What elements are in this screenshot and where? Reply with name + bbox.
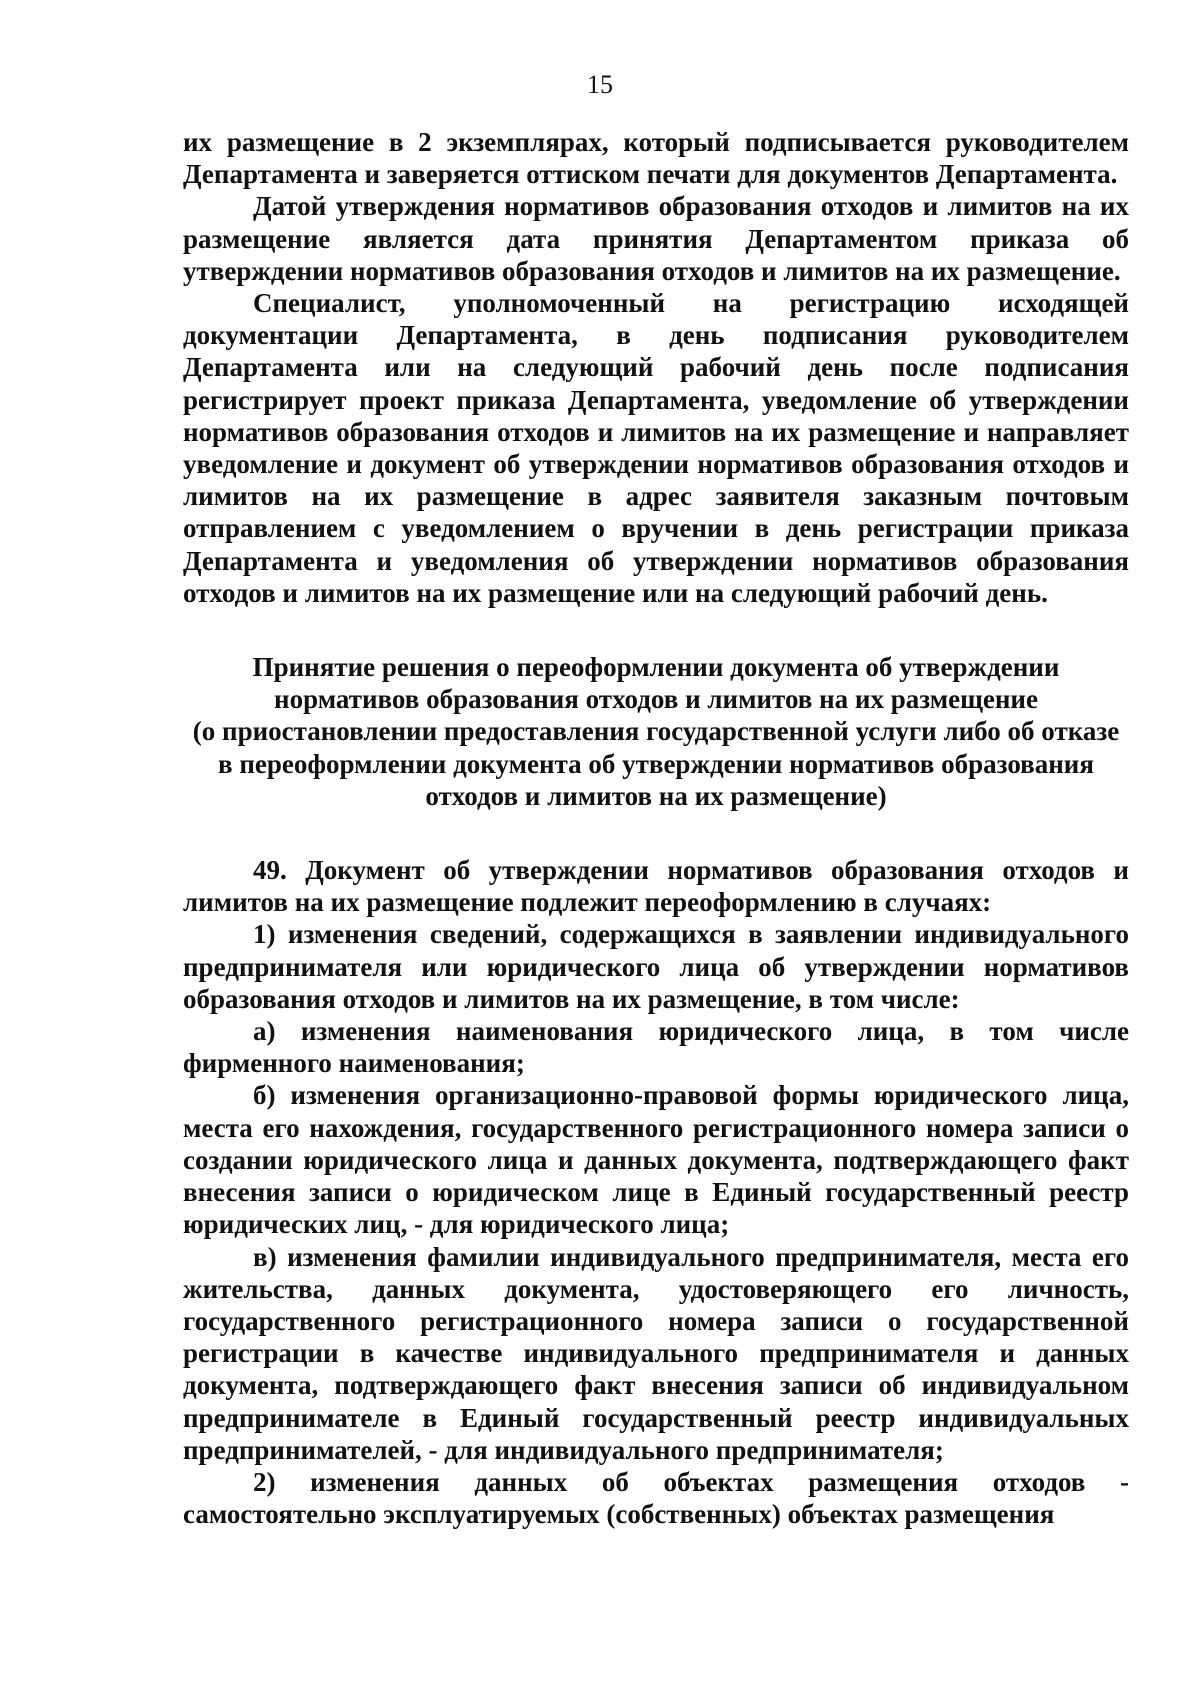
paragraph-subitem-b: б) изменения организационно-правовой формы юридического лица, места его нахождения, государственного регистрационного номера записи о создании юридического лица и данных документа, подтверждающего факт внесения записи о юридическом лице в Единый государственный реестр юридических лиц, - для юридического лица; [183,1080,1129,1240]
section-heading-line: (о приостановлении предоставления государственной услуги либо об отказе [192,716,1120,747]
document-body [183,126,1129,1530]
paragraph-subitem-2: 2) изменения данных об объектах размещения отходов - самостоятельно эксплуатируемых (собственных) объектах размещения [183,1466,1129,1530]
section-heading [183,651,1129,812]
section-heading-line: в переоформлении документа об утверждении нормативов образования [218,748,1094,779]
paragraph-subitem-1: 1) изменения сведений, содержащихся в заявлении индивидуального предпринимателя или юридического лица об утверждении нормативов образования отходов и лимитов на их размещение, в том числе: [183,919,1129,1014]
paragraph-continuation: их размещение в 2 экземплярах, который подписывается руководителем Департамента и заверяется оттиском печати для документов Департамента. [183,127,1129,190]
paragraph-item-49: 49. Документ об утверждении нормативов образования отходов и лимитов на их размещение подлежит переоформлению в случаях: [183,855,1129,918]
section-heading-line: Принятие решения о переоформлении документа об утверждении [252,652,1060,683]
paragraph-subitem-v: в) изменения фамилии индивидуального предпринимателя, места его жительства, данных документа, удостоверяющего его личность, государственного регистрационного номера записи о государственной регистрации в качестве индивидуального предпринимателя и данных документа, подтверждающего факт внесения записи об индивидуальном предпринимателе в Единый государственный реестр индивидуальных предпринимателей, - для индивидуального предпринимателя; [183,1241,1129,1465]
paragraph-approval-date: Датой утверждения нормативов образования отходов и лимитов на их размещение является дата принятия Департаментом приказа об утверждении нормативов образования отходов и лимитов на их размещение. [183,191,1129,286]
paragraph-subitem-a: а) изменения наименования юридического лица, в том числе фирменного наименования; [183,1016,1129,1079]
page-number: 15 [587,70,613,99]
paragraph-registration-specialist: Специалист, уполномоченный на регистрацию исходящей документации Департамента, в день подписания руководителем Департамента или на следующий рабочий день после подписания регистрирует проект приказа Департамента, уведомление об утверждении нормативов образования отходов и лимитов на их размещение и направляет уведомление и документ об утверждении нормативов образования отходов и лимитов на их размещение в адрес заявителя заказным почтовым отправлением с уведомлением о вручении в день регистрации приказа Департамента и уведомления об утверждении нормативов образования отходов и лимитов на их размещение или на следующий рабочий день. [183,288,1129,608]
section-heading-line: нормативов образования отходов и лимитов на их размещение [274,684,1038,715]
section-heading-line: отходов и лимитов на их размещение) [425,780,887,811]
